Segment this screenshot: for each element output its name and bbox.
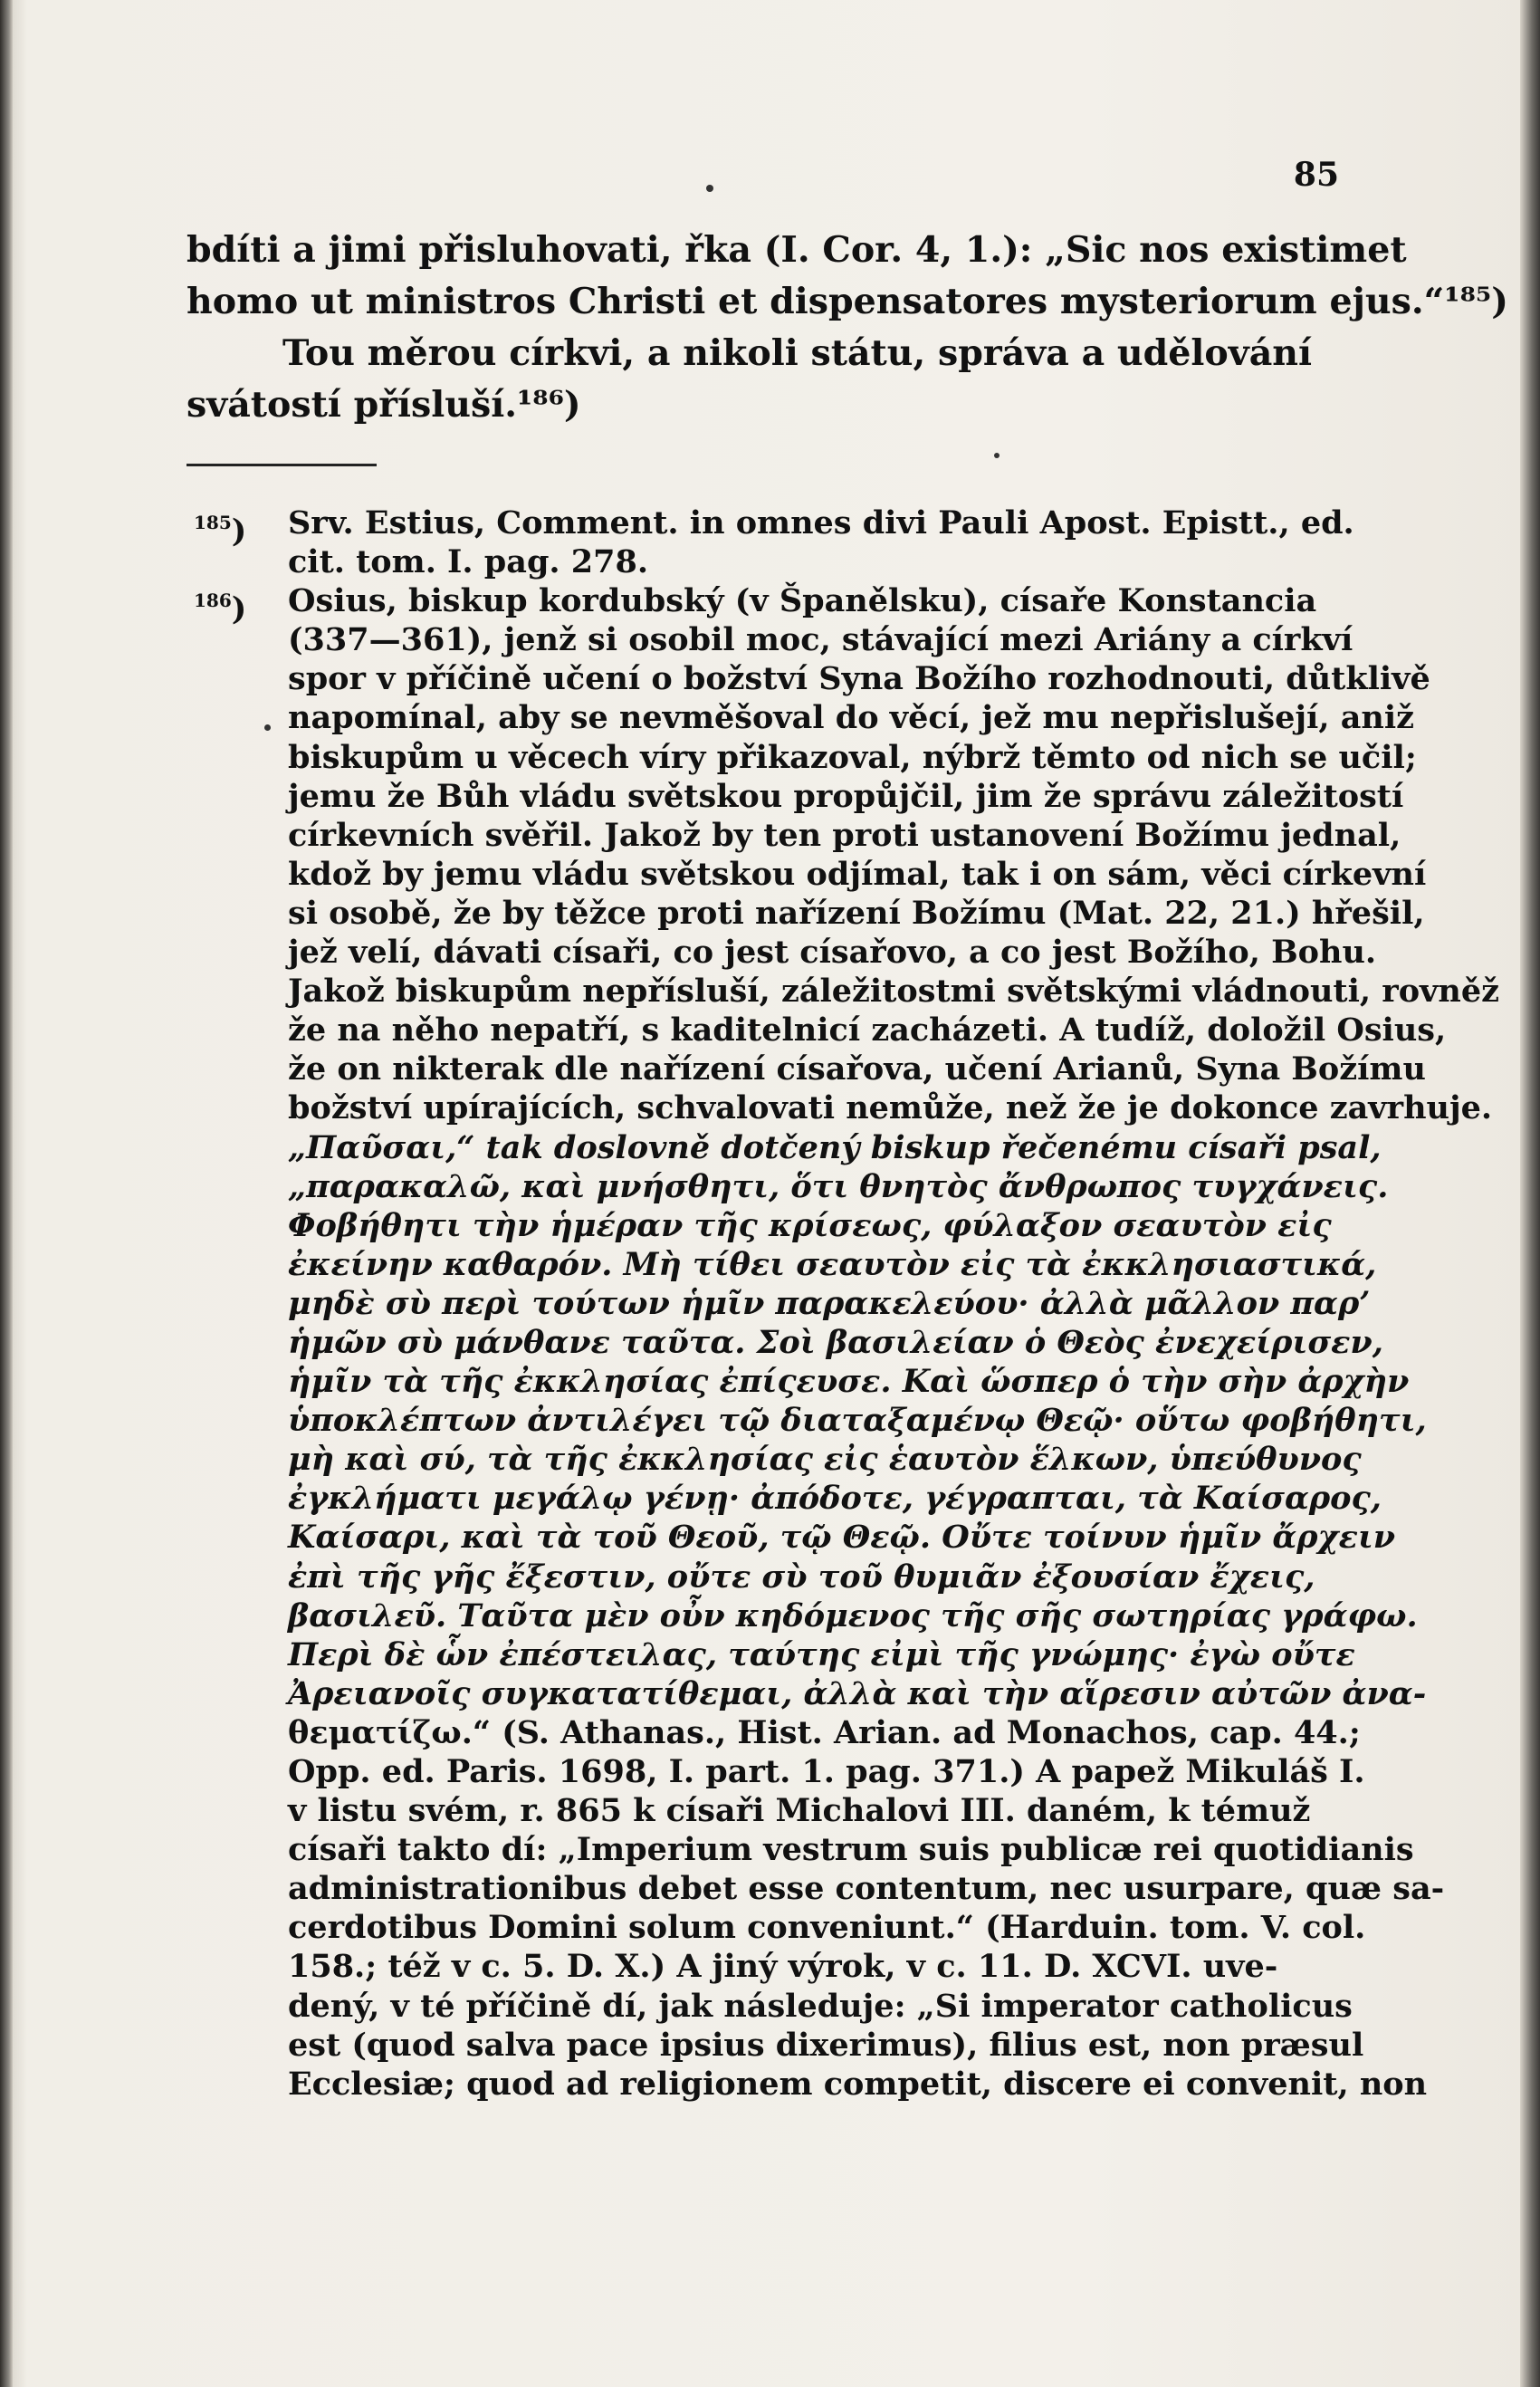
footnote-line: ἐκείνην καθαρόν. Μὴ τίθει σεαυτὸν εἰς τὰ ἐκκλησιαστικά,	[288, 1245, 1377, 1283]
footnote-line: Φοβήθητι τὴν ἡμέραν τῆς κρίσεως, φύλαξον σεαυτὸν εἰς	[288, 1206, 1332, 1244]
footnote-185	[194, 503, 1354, 581]
main-text-line: homo ut ministros Christi et dispensatores mysteriorum ejus.“¹⁸⁵)	[187, 281, 1508, 322]
footnote-line: Καίσαρι, καὶ τὰ τοῦ Θεοῦ, τῷ Θεῷ. Οὔτε τοίνυν ἡμῖν ἄρχειν	[288, 1519, 1396, 1557]
footnote-line: ὑποκλέπτων ἀντιλέγει τῷ διαταξαμένῳ Θεῷ· οὕτω φοβήθητι,	[288, 1402, 1427, 1440]
footnote-line: cit. tom. I. pag. 278.	[288, 543, 649, 581]
footnote-line: biskupům u věcech víry přikazoval, nýbrž těmto od nich se učil;	[288, 738, 1417, 776]
footnote-line: Srv. Estius, Comment. in omnes divi Pauli Apost. Epistt., ed.	[288, 504, 1354, 542]
footnote-line: μὴ καὶ σύ, τὰ τῆς ἐκκλησίας εἰς ἑαυτὸν ἕλκων, ὑπεύθυνος	[288, 1441, 1362, 1479]
footnote-line: Osius, biskup kordubský (v Španělsku), císaře Konstancia	[288, 582, 1317, 620]
main-text-line: bdíti a jimi přisluhovati, řka (I. Cor. 4, 1.): „Sic nos existimet	[187, 229, 1407, 271]
footnote-line: μηδὲ σὺ περὶ τούτων ἡμῖν παρακελεύου· ἀλλὰ μᾶλλον παρ’	[288, 1284, 1371, 1322]
footnote-line: dený, v té příčině dí, jak následuje: „Si imperator catholicus	[288, 1987, 1353, 2025]
footnote-line: Ecclesiæ; quod ad religionem competit, discere ei convenit, non	[288, 2065, 1428, 2103]
footnote-line: že on nikterak dle nařízení císařova, učení Arianů, Syna Božímu	[288, 1050, 1426, 1088]
page-left-edge	[0, 0, 13, 2387]
main-text-line: svátostí přísluší.¹⁸⁶)	[187, 384, 581, 426]
footnote-line: cerdotibus Domini solum conveniunt.“ (Harduin. tom. V. col.	[288, 1909, 1366, 1947]
print-speck	[264, 724, 271, 731]
footnote-line: „παρακαλῶ, καὶ μνήσθητι, ὅτι θνητὸς ἄνθρωπος τυγχάνεις.	[288, 1167, 1389, 1205]
footnote-line: βασιλεῦ. Ταῦτα μὲν οὖν κηδόμενος τῆς σῆς σωτηρίας γράφω.	[288, 1596, 1418, 1634]
footnote-line: jež velí, dávati císaři, co jest císařovo, a co jest Božího, Bohu.	[288, 934, 1377, 972]
page-right-edge	[1520, 0, 1540, 2387]
print-speck	[994, 453, 1000, 458]
main-text-line: Tou měrou církvi, a nikoli státu, správa a udělování	[282, 332, 1313, 374]
footnote-line: si osobě, že by těžce proti nařízení Božímu (Mat. 22, 21.) hřešil,	[288, 894, 1425, 932]
footnote-line: Opp. ed. Paris. 1698, I. part. 1. pag. 371.) A papež Mikuláš I.	[288, 1753, 1365, 1790]
footnote-line: 158.; též v c. 5. D. X.) A jiný výrok, v c. 11. D. XCVI. uve-	[288, 1948, 1278, 1986]
footnote-line: „Παῦσαι,“ tak doslovně dotčený biskup řečenému císaři psal,	[288, 1128, 1382, 1166]
main-text	[187, 225, 1508, 431]
footnote-line: administrationibus debet esse contentum, nec usurpare, quæ sa-	[288, 1870, 1445, 1908]
footnote-line: θεματίζω.“ (S. Athanas., Hist. Arian. ad Monachos, cap. 44.;	[288, 1713, 1361, 1751]
footnote-line: est (quod salva pace ipsius dixerimus), filius est, non præsul	[288, 2026, 1364, 2064]
footnote-line: kdož by jemu vládu světskou odjímal, tak i on sám, věci církevní	[288, 855, 1427, 893]
footnote-line: božství upírajících, schvalovati nemůže, než že je dokonce zavrhuje.	[288, 1089, 1493, 1127]
footnote-line: ἡμῶν σὺ μάνθανε ταῦτα. Σοὶ βασιλείαν ὁ Θεὸς ἐνεχείρισεν,	[288, 1323, 1383, 1361]
footnote-line: napomínal, aby se nevměšoval do věcí, jež mu nepřislušejí, aniž	[288, 699, 1415, 737]
footnotes	[194, 503, 1499, 2104]
footnote-line: Jakož biskupům nepřísluší, záležitostmi světskými vládnouti, rovněž	[288, 973, 1499, 1011]
print-speck	[706, 185, 713, 192]
footnote-line: ἐγκλήματι μεγάλῳ γένῃ· ἀπόδοτε, γέγραπται, τὰ Καίσαρος,	[288, 1480, 1382, 1518]
footnote-line: církevních svěřil. Jakož by ten proti ustanovení Božímu jednal,	[288, 816, 1401, 854]
footnote-line: v listu svém, r. 865 k císaři Michalovi III. daném, k témuž	[288, 1792, 1311, 1830]
footnote-186	[194, 581, 1499, 2104]
footnote-line: (337—361), jenž si osobil moc, stávající mezi Ariány a církví	[288, 621, 1353, 659]
footnote-line: spor v příčině učení o božství Syna Božího rozhodnouti, důtklivě	[288, 660, 1430, 698]
footnote-line: ἐπὶ τῆς γῆς ἔξεστιν, οὔτε σὺ τοῦ θυμιᾶν ἐξουσίαν ἔχεις,	[288, 1558, 1315, 1596]
footnote-separator	[187, 464, 377, 466]
footnote-mark: $^{186}$)	[194, 590, 247, 628]
footnote-line: Ἀρειανοῖς συγκατατίθεμαι, ἀλλὰ καὶ τὴν αἵρεσιν αὐτῶν ἀνα-	[288, 1674, 1427, 1712]
footnote-mark: $^{185}$)	[194, 512, 247, 550]
page-number: 85	[1293, 156, 1339, 194]
footnote-line: jemu že Bůh vládu světskou propůjčil, jim že správu záležitostí	[288, 777, 1404, 815]
footnote-line: ἡμῖν τὰ τῆς ἐκκλησίας ἐπίςευσε. Καὶ ὥσπερ ὁ τὴν σὴν ἀρχὴν	[288, 1363, 1410, 1401]
footnote-line: císaři takto dí: „Imperium vestrum suis publicæ rei quotidianis	[288, 1831, 1414, 1869]
footnote-line: Περὶ δὲ ὧν ἐπέστειλας, ταύτης εἰμὶ τῆς γνώμης· ἐγὼ οὔτε	[288, 1635, 1355, 1673]
footnote-line: že na něho nepatří, s kaditelnicí zacházeti. A tudíž, doložil Osius,	[288, 1011, 1447, 1050]
